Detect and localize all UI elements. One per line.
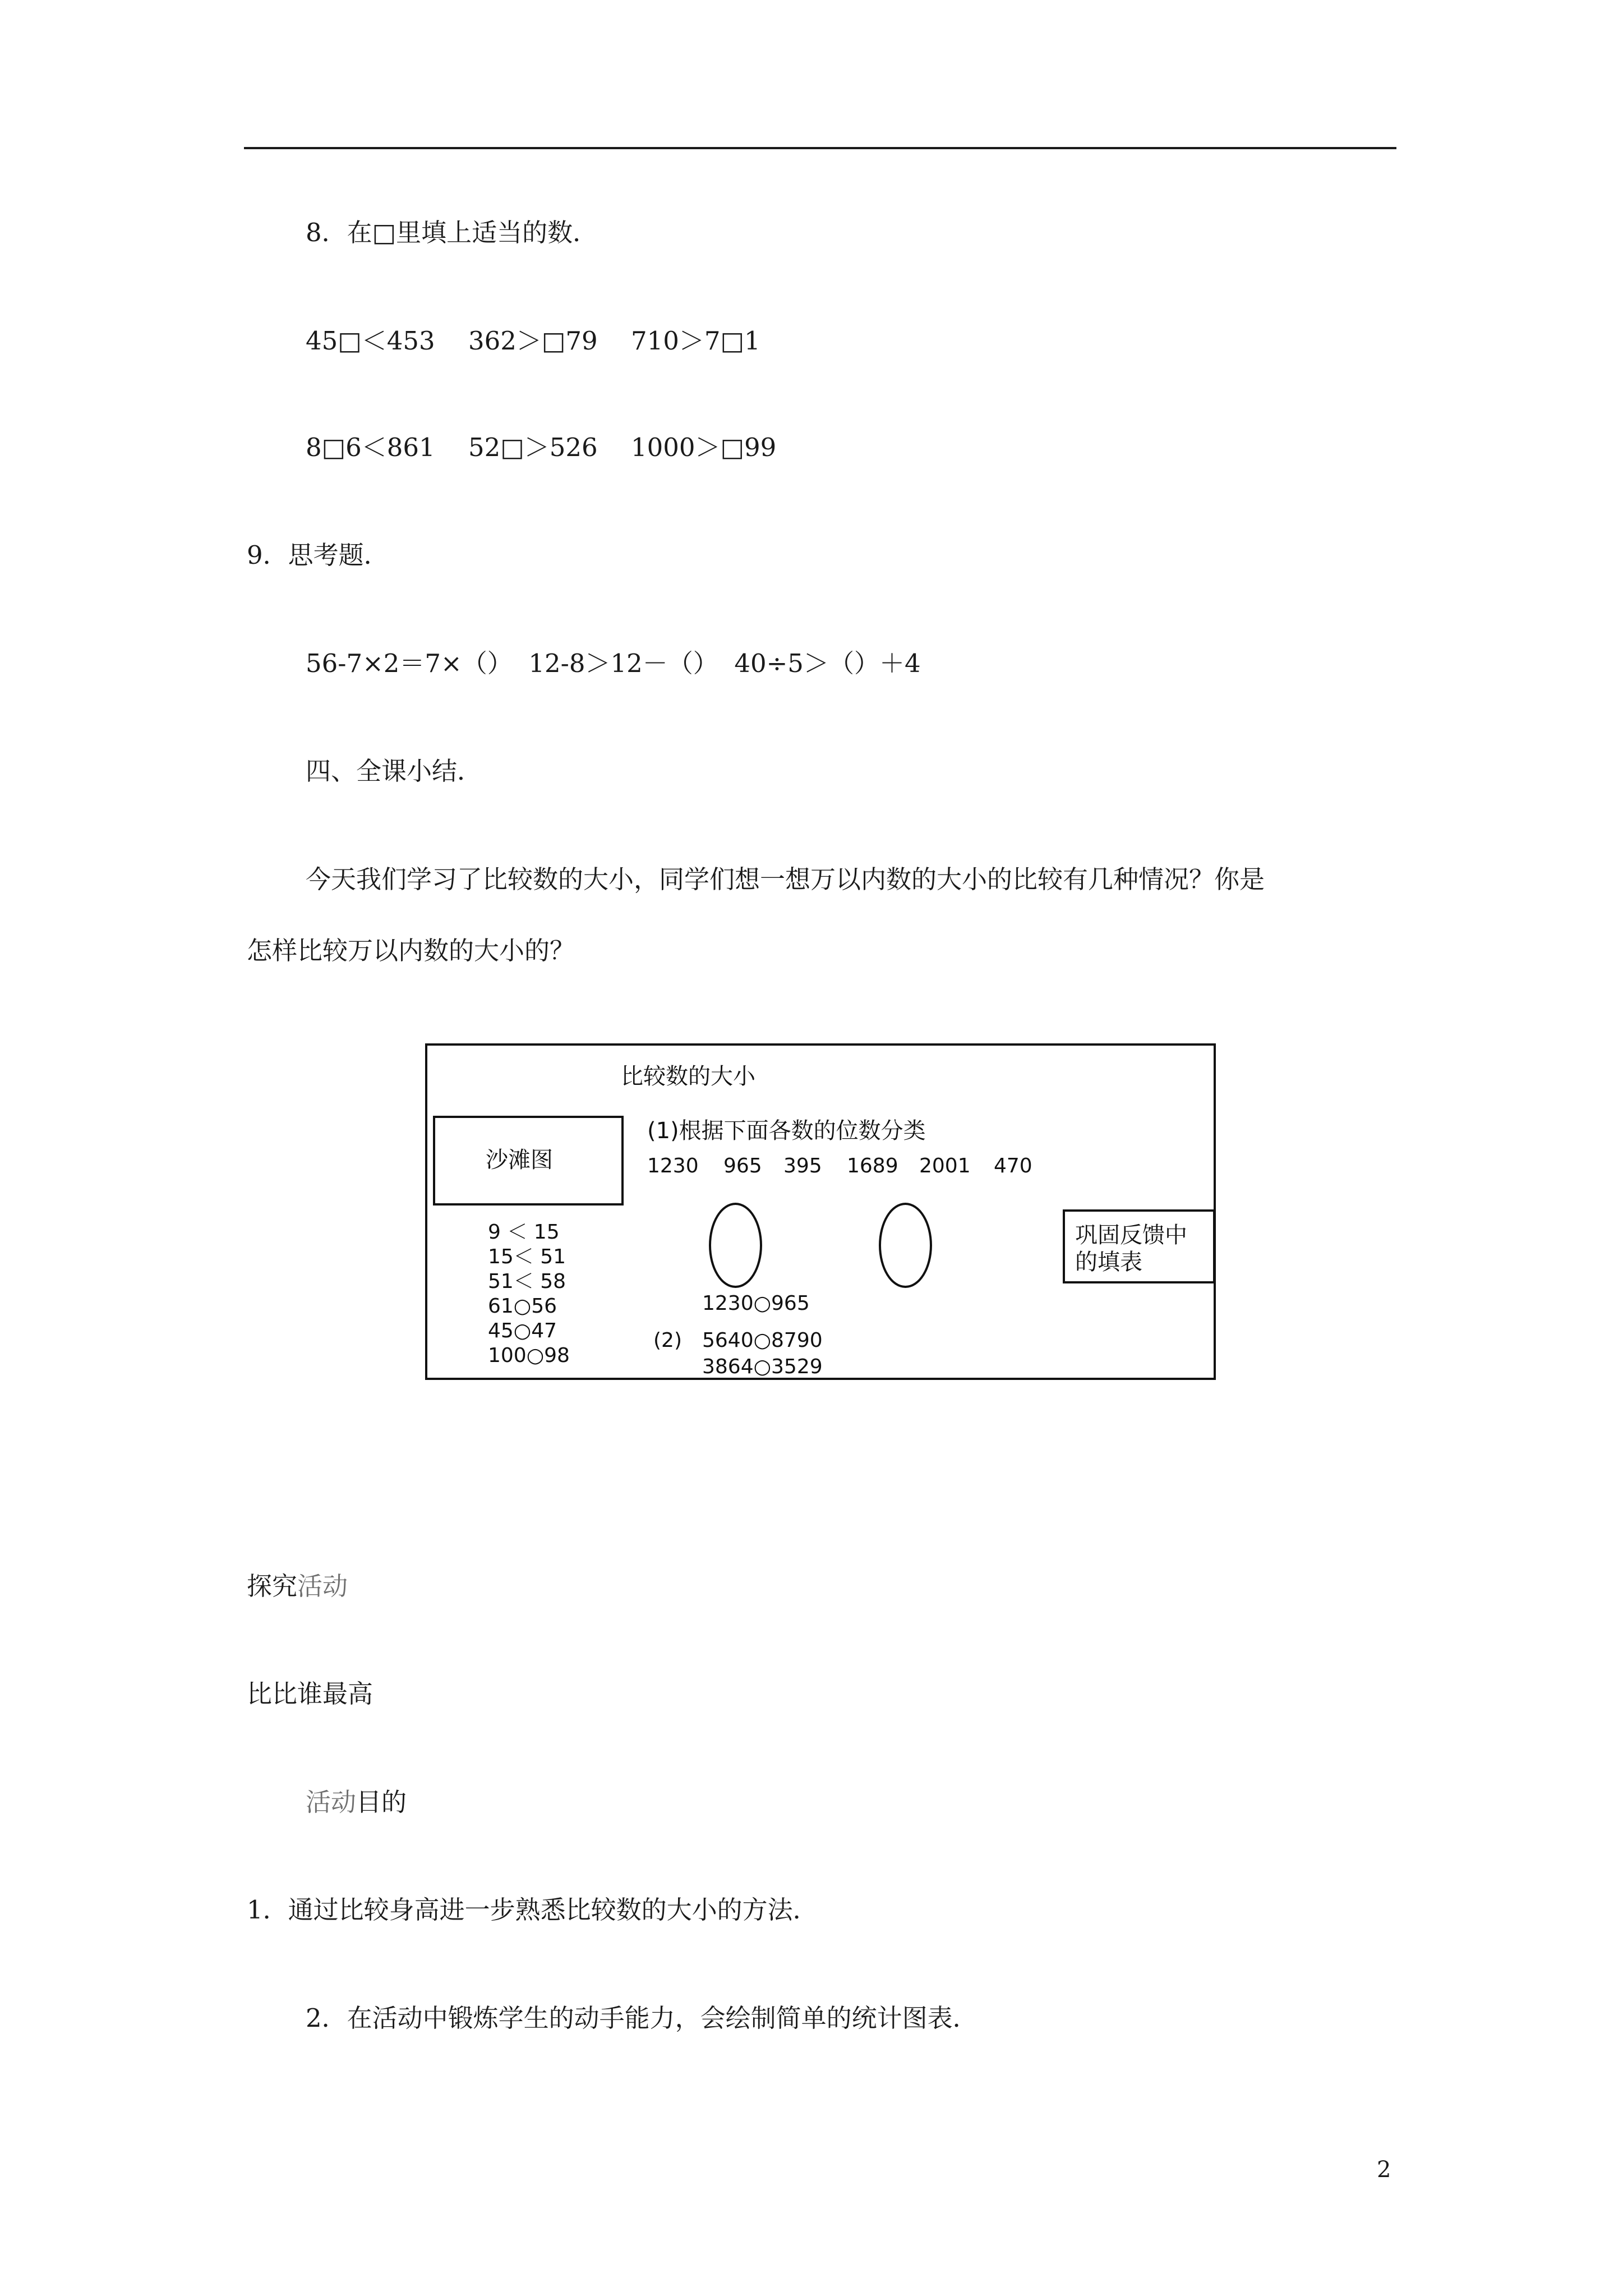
sorting-oval-right [879, 1203, 932, 1288]
board-number: 2001 [919, 1154, 971, 1177]
sorting-oval-left [709, 1203, 762, 1288]
board-compare-1: 1230○965 [702, 1292, 810, 1315]
blackboard-figure [425, 1043, 1216, 1380]
board-right-box-line1: 巩固反馈中 [1075, 1222, 1187, 1248]
summary-para-line1: 今天我们学习了比较数的大小，同学们想一想万以内数的大小的比较有几种情况？你是 [306, 864, 1265, 894]
q9-row1: 56-7×2＝7×（） 12-8＞12－（） 40÷5＞（）＋4 [306, 648, 921, 678]
board-compare-3: 3864○3529 [702, 1355, 823, 1378]
activity-section-heading-b: 活动 [297, 1571, 348, 1601]
board-number: 965 [723, 1154, 762, 1177]
activity-purpose-heading [306, 1789, 407, 1815]
board-left-list-item: 61○56 [488, 1295, 557, 1318]
board-left-list-item: 51＜ 58 [488, 1270, 566, 1293]
header-rule [244, 147, 1396, 149]
board-left-list-item: 15＜ 51 [488, 1245, 566, 1268]
board-left-box-label: 沙滩图 [486, 1147, 553, 1173]
q8-title: 8．在□里填上适当的数． [306, 218, 598, 247]
board-left-list-item: 9 ＜ 15 [488, 1221, 560, 1244]
summary-para-line2: 怎样比较万以内数的大小的？ [247, 936, 575, 965]
board-number: 470 [994, 1154, 1032, 1177]
activity-section-heading-a: 探究 [247, 1571, 298, 1601]
board-part2-label: (2) [653, 1329, 682, 1352]
activity-item-2: 2．在活动中锻炼学生的动手能力，会绘制简单的统计图表． [306, 2003, 978, 2033]
board-right-box-line2: 的填表 [1075, 1249, 1142, 1275]
page-number: 2 [1377, 2157, 1391, 2183]
board-number: 395 [783, 1154, 822, 1177]
board-left-list-item: 100○98 [488, 1344, 570, 1367]
activity-section-heading [247, 1573, 348, 1599]
activity-title: 比比谁最高 [247, 1679, 374, 1709]
board-right-box [1063, 1209, 1215, 1283]
board-part1-label: (1)根据下面各数的位数分类 [647, 1118, 926, 1144]
activity-item-1: 1．通过比较身高进一步熟悉比较数的大小的方法． [247, 1895, 818, 1925]
board-number: 1689 [847, 1154, 898, 1177]
board-left-list-item: 45○47 [488, 1319, 557, 1342]
activity-purpose-heading-b: 目的 [356, 1787, 407, 1817]
q8-row2: 8□6＜861 52□＞526 1000＞□99 [306, 432, 777, 462]
q8-row1: 45□＜453 362＞□79 710＞7□1 [306, 326, 760, 356]
board-compare-2: 5640○8790 [702, 1329, 823, 1352]
activity-purpose-heading-a: 活动 [306, 1787, 357, 1817]
board-number: 1230 [647, 1154, 699, 1177]
board-title: 比较数的大小 [621, 1064, 755, 1089]
q9-title: 9．思考题． [247, 540, 389, 570]
board-left-box [433, 1116, 624, 1205]
summary-heading: 四、全课小结． [306, 756, 483, 786]
